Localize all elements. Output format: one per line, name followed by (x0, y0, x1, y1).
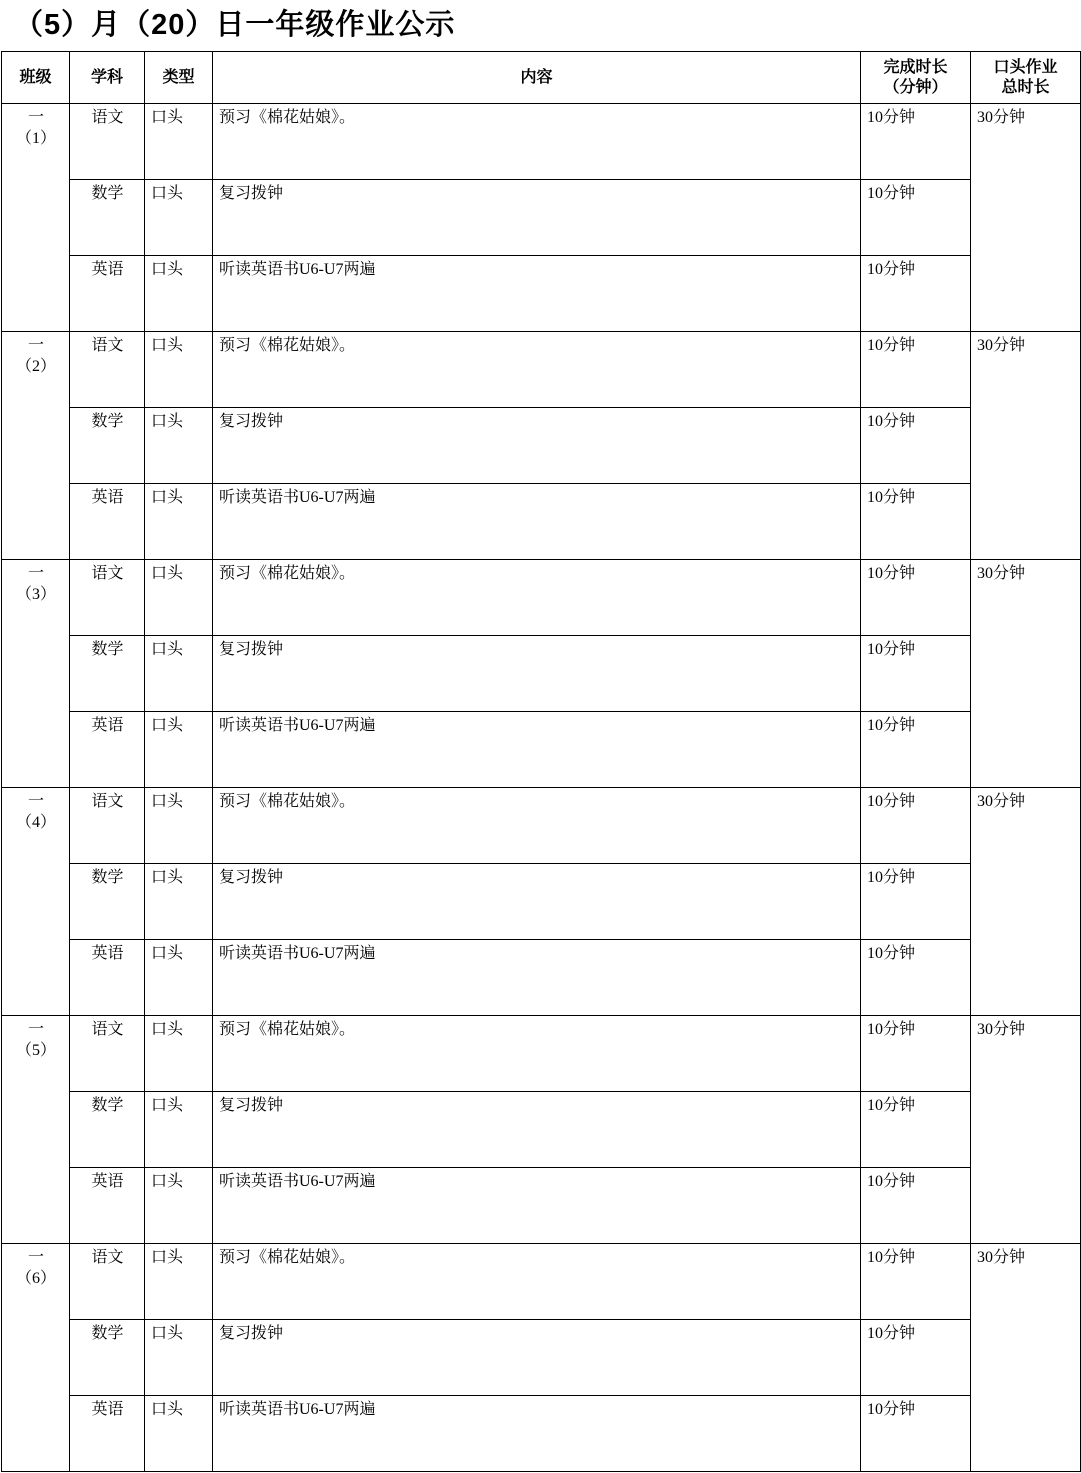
cell-type: 口头 (145, 484, 213, 560)
table-row (2, 1016, 1081, 1092)
cell-content: 预习《棉花姑娘》。 (213, 1016, 861, 1092)
cell-duration: 10分钟 (861, 180, 971, 256)
cell-class-line2: （5） (15, 1042, 56, 1059)
cell-subject: 英语 (70, 940, 145, 1016)
cell-class-line2: （3） (15, 586, 56, 603)
table-row (2, 104, 1081, 180)
cell-subject: 语文 (70, 104, 145, 180)
cell-type: 口头 (145, 332, 213, 408)
cell-subject: 数学 (70, 408, 145, 484)
cell-duration: 10分钟 (861, 560, 971, 636)
cell-content: 听读英语书U6-U7两遍 (213, 256, 861, 332)
table-row (2, 788, 1081, 864)
cell-type: 口头 (145, 1168, 213, 1244)
column-header-total (971, 52, 1081, 104)
cell-duration: 10分钟 (861, 712, 971, 788)
cell-type: 口头 (145, 180, 213, 256)
cell-duration: 10分钟 (861, 788, 971, 864)
cell-subject: 语文 (70, 788, 145, 864)
cell-type: 口头 (145, 104, 213, 180)
cell-total-duration: 30分钟 (971, 1016, 1081, 1244)
cell-content: 预习《棉花姑娘》。 (213, 1244, 861, 1320)
cell-content: 听读英语书U6-U7两遍 (213, 484, 861, 560)
cell-type: 口头 (145, 1244, 213, 1320)
homework-table (1, 51, 1081, 1472)
cell-content: 复习拨钟 (213, 864, 861, 940)
cell-class (2, 1016, 70, 1244)
cell-class-line1: 一 (27, 565, 44, 582)
cell-total-duration: 30分钟 (971, 560, 1081, 788)
cell-type: 口头 (145, 636, 213, 712)
cell-class-line2: （2） (15, 358, 56, 375)
column-header-type: 类型 (145, 52, 213, 104)
cell-type: 口头 (145, 940, 213, 1016)
cell-content: 听读英语书U6-U7两遍 (213, 1168, 861, 1244)
cell-subject: 语文 (70, 1244, 145, 1320)
cell-subject: 语文 (70, 1016, 145, 1092)
table-row (2, 940, 1081, 1016)
cell-class (2, 788, 70, 1016)
column-header-duration-line2: （分钟） (883, 78, 948, 96)
cell-duration: 10分钟 (861, 408, 971, 484)
table-row (2, 1168, 1081, 1244)
cell-class-line1: 一 (27, 109, 44, 126)
cell-total-duration: 30分钟 (971, 104, 1081, 332)
cell-duration: 10分钟 (861, 1396, 971, 1472)
cell-duration: 10分钟 (861, 484, 971, 560)
cell-type: 口头 (145, 560, 213, 636)
cell-duration: 10分钟 (861, 104, 971, 180)
cell-subject: 英语 (70, 712, 145, 788)
column-header-total-line1: 口头作业 (993, 58, 1058, 76)
table-row (2, 256, 1081, 332)
cell-class (2, 1244, 70, 1472)
cell-total-duration: 30分钟 (971, 788, 1081, 1016)
table-row (2, 1396, 1081, 1472)
cell-subject: 数学 (70, 180, 145, 256)
cell-content: 预习《棉花姑娘》。 (213, 332, 861, 408)
page-title: （5）月（20）日一年级作业公示 (14, 9, 456, 41)
table-row (2, 636, 1081, 712)
table-row (2, 180, 1081, 256)
cell-type: 口头 (145, 712, 213, 788)
cell-content: 预习《棉花姑娘》。 (213, 788, 861, 864)
cell-type: 口头 (145, 788, 213, 864)
column-header-class: 班级 (2, 52, 70, 104)
cell-type: 口头 (145, 1396, 213, 1472)
cell-duration: 10分钟 (861, 1244, 971, 1320)
cell-subject: 语文 (70, 560, 145, 636)
table-row (2, 1092, 1081, 1168)
cell-subject: 英语 (70, 484, 145, 560)
cell-duration: 10分钟 (861, 1016, 971, 1092)
cell-subject: 英语 (70, 1396, 145, 1472)
cell-subject: 英语 (70, 1168, 145, 1244)
table-row (2, 408, 1081, 484)
table-body (2, 104, 1081, 1472)
cell-subject: 数学 (70, 1092, 145, 1168)
cell-type: 口头 (145, 1320, 213, 1396)
cell-content: 复习拨钟 (213, 1320, 861, 1396)
cell-duration: 10分钟 (861, 940, 971, 1016)
table-row (2, 1320, 1081, 1396)
cell-total-duration: 30分钟 (971, 1244, 1081, 1472)
cell-type: 口头 (145, 408, 213, 484)
table-row (2, 864, 1081, 940)
column-header-content: 内容 (213, 52, 861, 104)
cell-subject: 语文 (70, 332, 145, 408)
cell-type: 口头 (145, 864, 213, 940)
cell-content: 复习拨钟 (213, 180, 861, 256)
cell-class-line2: （1） (15, 130, 56, 147)
cell-duration: 10分钟 (861, 256, 971, 332)
cell-content: 复习拨钟 (213, 408, 861, 484)
cell-content: 听读英语书U6-U7两遍 (213, 940, 861, 1016)
cell-class-line1: 一 (27, 793, 44, 810)
column-header-duration (861, 52, 971, 104)
cell-subject: 英语 (70, 256, 145, 332)
cell-subject: 数学 (70, 864, 145, 940)
cell-duration: 10分钟 (861, 332, 971, 408)
cell-content: 听读英语书U6-U7两遍 (213, 1396, 861, 1472)
cell-content: 预习《棉花姑娘》。 (213, 560, 861, 636)
cell-duration: 10分钟 (861, 636, 971, 712)
table-row (2, 560, 1081, 636)
cell-class-line2: （4） (15, 814, 56, 831)
cell-duration: 10分钟 (861, 864, 971, 940)
table-row (2, 712, 1081, 788)
cell-subject: 数学 (70, 636, 145, 712)
cell-total-duration: 30分钟 (971, 332, 1081, 560)
cell-content: 预习《棉花姑娘》。 (213, 104, 861, 180)
cell-type: 口头 (145, 256, 213, 332)
column-header-total-line2: 总时长 (1001, 78, 1050, 96)
cell-content: 复习拨钟 (213, 636, 861, 712)
table-row (2, 332, 1081, 408)
table-row (2, 1244, 1081, 1320)
table-row (2, 484, 1081, 560)
column-header-duration-line1: 完成时长 (883, 58, 948, 76)
table-header (2, 52, 1081, 104)
cell-subject: 数学 (70, 1320, 145, 1396)
cell-class-line1: 一 (27, 1021, 44, 1038)
cell-class-line1: 一 (27, 1249, 44, 1266)
cell-class-line2: （6） (15, 1270, 56, 1287)
cell-duration: 10分钟 (861, 1320, 971, 1396)
cell-class (2, 104, 70, 332)
cell-duration: 10分钟 (861, 1168, 971, 1244)
header-row (2, 52, 1081, 104)
cell-class (2, 332, 70, 560)
cell-class-line1: 一 (27, 337, 44, 354)
cell-content: 听读英语书U6-U7两遍 (213, 712, 861, 788)
column-header-subject: 学科 (70, 52, 145, 104)
cell-type: 口头 (145, 1092, 213, 1168)
cell-type: 口头 (145, 1016, 213, 1092)
cell-class (2, 560, 70, 788)
cell-content: 复习拨钟 (213, 1092, 861, 1168)
cell-duration: 10分钟 (861, 1092, 971, 1168)
